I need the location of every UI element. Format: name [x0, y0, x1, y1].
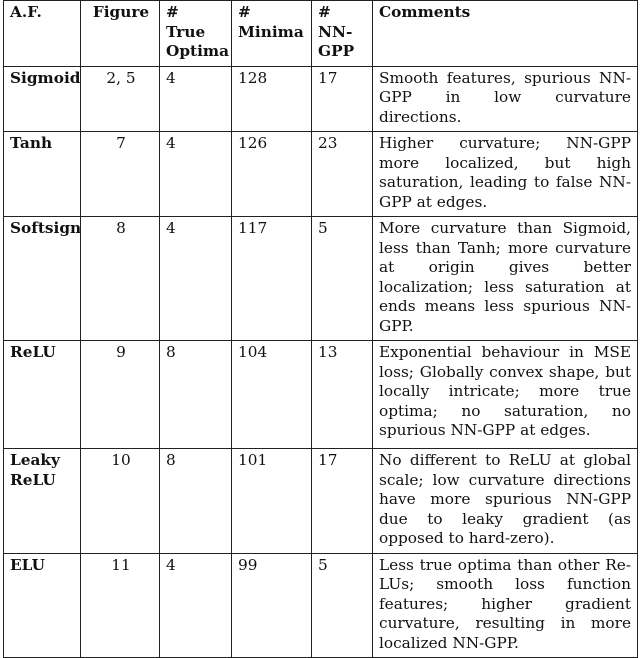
header-figure: Figure — [81, 1, 160, 67]
header-af: A.F. — [4, 1, 81, 67]
table-header-row — [4, 1, 638, 67]
cell-comment: Exponential behaviour in MSE loss; Globally convex shape, but locally intricate; more true optima; no saturation, no spurious NN-GPP at edges. — [373, 341, 638, 449]
cell-af: Leaky ReLU — [4, 449, 81, 554]
header-minima: # Minima — [232, 1, 312, 67]
cell-af: Tanh — [4, 132, 81, 217]
cell-figure: 8 — [81, 217, 160, 341]
table-row — [4, 553, 638, 658]
cell-figure: 11 — [81, 553, 160, 658]
cell-af: ReLU — [4, 341, 81, 449]
cell-true-optima: 4 — [160, 66, 232, 132]
cell-af: ELU — [4, 553, 81, 658]
cell-figure: 10 — [81, 449, 160, 554]
header-comments: Comments — [373, 1, 638, 67]
cell-true-optima: 4 — [160, 132, 232, 217]
table-row — [4, 449, 638, 554]
cell-comment: No different to ReLU at global scale; low curvature directions have more spurious NN-GPP due to leaky gradient (as opposed to hard-zero). — [373, 449, 638, 554]
cell-comment: Smooth features, spurious NN-GPP in low curvature directions. — [373, 66, 638, 132]
cell-true-optima: 8 — [160, 449, 232, 554]
table-row — [4, 66, 638, 132]
cell-comment: Less true optima than other ReLUs; smooth loss function features; higher gradient curvature, resulting in more localized NN-GPP. — [373, 553, 638, 658]
cell-minima: 117 — [232, 217, 312, 341]
cell-minima: 128 — [232, 66, 312, 132]
cell-minima: 99 — [232, 553, 312, 658]
results-table-container — [3, 0, 637, 658]
table-row — [4, 341, 638, 449]
header-true-optima: # True Optima — [160, 1, 232, 67]
cell-nn-gpp: 23 — [312, 132, 373, 217]
cell-minima: 126 — [232, 132, 312, 217]
cell-figure: 2, 5 — [81, 66, 160, 132]
cell-true-optima: 8 — [160, 341, 232, 449]
cell-nn-gpp: 5 — [312, 217, 373, 341]
cell-nn-gpp: 13 — [312, 341, 373, 449]
table-row — [4, 217, 638, 341]
cell-true-optima: 4 — [160, 217, 232, 341]
cell-af: Sigmoid — [4, 66, 81, 132]
table-row — [4, 132, 638, 217]
activation-function-table — [3, 0, 638, 658]
cell-true-optima: 4 — [160, 553, 232, 658]
cell-af: Softsign — [4, 217, 81, 341]
cell-minima: 104 — [232, 341, 312, 449]
header-nn-gpp: # NN- GPP — [312, 1, 373, 67]
cell-minima: 101 — [232, 449, 312, 554]
cell-figure: 9 — [81, 341, 160, 449]
cell-nn-gpp: 5 — [312, 553, 373, 658]
cell-nn-gpp: 17 — [312, 449, 373, 554]
cell-nn-gpp: 17 — [312, 66, 373, 132]
cell-comment: More curvature than Sigmoid, less than Tanh; more curvature at origin gives better localization; less saturation at ends means less spurious NN-GPP. — [373, 217, 638, 341]
cell-comment: Higher curvature; NN-GPP more localized, but high saturation, leading to false NN-GPP at edges. — [373, 132, 638, 217]
cell-figure: 7 — [81, 132, 160, 217]
